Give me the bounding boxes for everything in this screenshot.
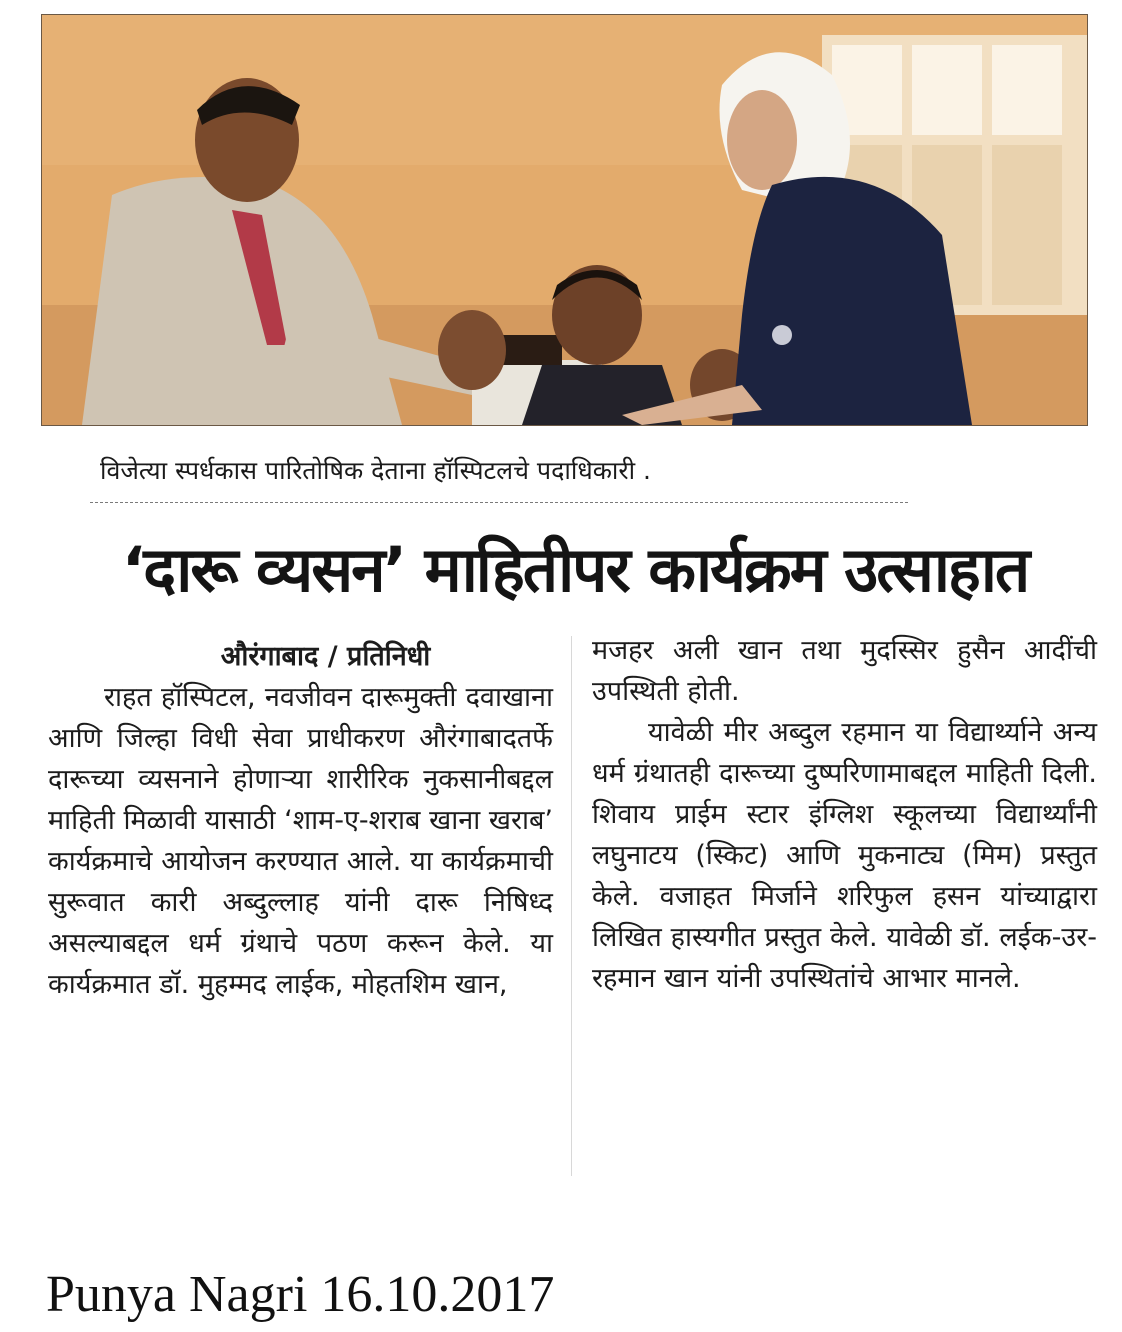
article-column-right — [592, 630, 1097, 999]
column-divider — [571, 636, 572, 1176]
article-paragraph-3: यावेळी मीर अब्दुल रहमान या विद्यार्थ्याने अन्य धर्म ग्रंथातही दारूच्या दुष्परिणामाबद्दल माहिती दिली. शिवाय प्राईम स्टार इंग्लिश स्कूलच्या विद्यार्थ्यांनी लघुनाटय (स्किट) आणि मुकनाट्य (मिम) प्रस्तुत केले. वजाहत मिर्जाने शरिफुल हसन यांच्याद्वारा लिखित हास्यगीत प्रस्तुत केले. यावेळी डॉ. लईक-उर-रहमान खान यांनी उपस्थितांचे आभार मानले. — [592, 717, 1097, 994]
news-photo — [41, 14, 1088, 426]
photo-caption: विजेत्या स्पर्धकास पारितोषिक देताना हॉस्पिटलचे पदाधिकारी . — [100, 456, 651, 485]
article-paragraph-1: राहत हॉस्पिटल, नवजीवन दारूमुक्ती दवाखाना आणि जिल्हा विधी सेवा प्राधीकरण औरंगाबादतर्फे दारूच्या व्यसनाने होणाऱ्या शारीरिक नुकसानीबद्दल माहिती मिळावी यासाठी ‘शाम-ए-शराब खाना खराब’ कार्यक्रमाचे आयोजन करण्यात आले. या कार्यक्रमाची सुरूवात कारी अब्दुल्लाह यांनी दारू निषिध्द असल्याबद्दल धर्म ग्रंथाचे पठण करून केले. या कार्यक्रमात डॉ. मुहम्मद लाईक, मोहतशिम खान, — [48, 682, 553, 1000]
source-line: Punya Nagri 16.10.2017 — [46, 1266, 555, 1323]
dateline: औरंगाबाद / प्रतिनिधी — [220, 641, 431, 672]
photo-illustration — [42, 15, 1087, 425]
headline: ‘दारू व्यसन’ माहितीपर कार्यक्रम उत्साहात — [121, 533, 1029, 606]
article-column-left — [48, 636, 553, 1005]
article-paragraph-2: मजहर अली खान तथा मुदस्सिर हुसैन आदींची उपस्थिती होती. — [592, 635, 1097, 707]
caption-divider — [90, 502, 908, 503]
